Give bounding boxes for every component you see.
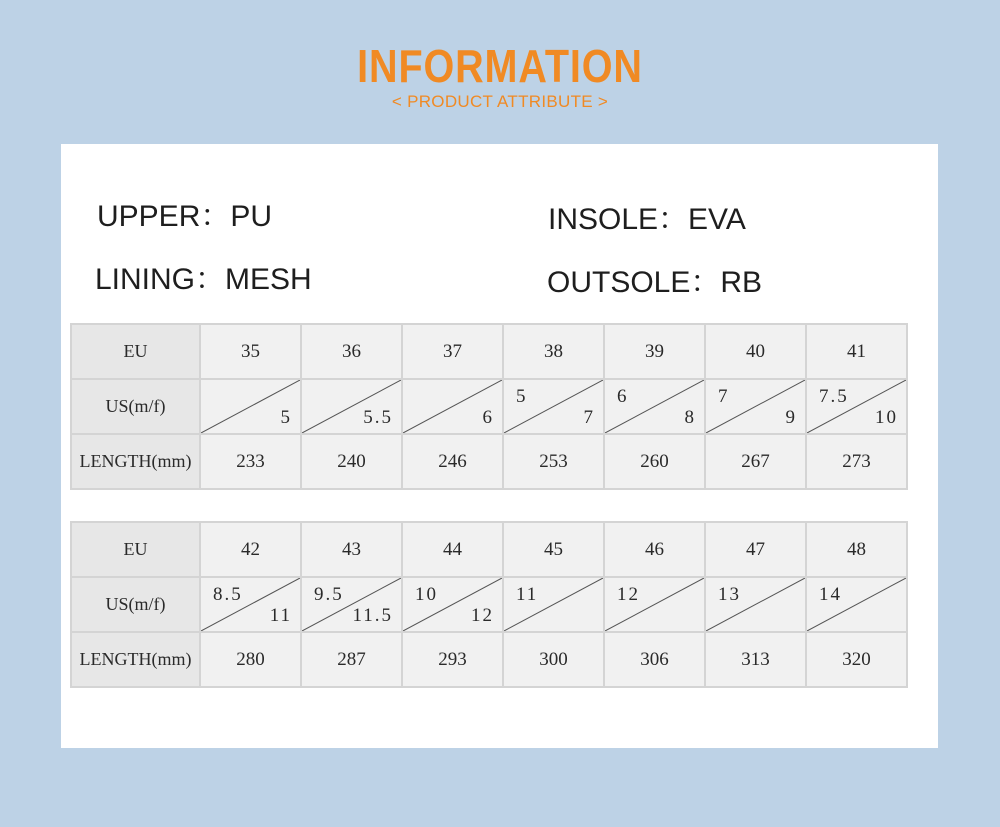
length-cell: 313	[706, 633, 805, 686]
us-row	[72, 578, 906, 631]
page-title: INFORMATION	[357, 40, 643, 92]
length-cell: 320	[807, 633, 906, 686]
us-men-size: 12	[617, 584, 640, 605]
us-women-size: 7	[583, 407, 595, 428]
us-women-size: 11.5	[352, 605, 393, 626]
us-men-size: 14	[819, 584, 842, 605]
eu-size-cell: 39	[605, 325, 704, 378]
length-cell: 260	[605, 435, 704, 488]
us-size-cell	[807, 578, 906, 631]
us-size-cell	[504, 578, 603, 631]
us-size-cell	[504, 380, 603, 433]
eu-size-cell: 44	[403, 523, 502, 576]
length-cell: 267	[706, 435, 805, 488]
length-cell: 287	[302, 633, 401, 686]
us-size-cell	[605, 380, 704, 433]
us-men-size: 6	[617, 386, 629, 407]
length-cell: 293	[403, 633, 502, 686]
us-size-cell	[201, 380, 300, 433]
eu-size-cell: 47	[706, 523, 805, 576]
row-label-length: LENGTH(mm)	[72, 633, 199, 686]
us-size-cell	[706, 380, 805, 433]
us-women-size: 8	[684, 407, 696, 428]
eu-row	[72, 523, 906, 576]
us-men-size: 11	[516, 584, 539, 605]
length-cell: 306	[605, 633, 704, 686]
length-row	[72, 633, 906, 686]
page-subtitle: < PRODUCT ATTRIBUTE >	[391, 92, 609, 111]
row-label-length: LENGTH(mm)	[72, 435, 199, 488]
eu-size-cell: 43	[302, 523, 401, 576]
row-label-eu: EU	[72, 325, 199, 378]
length-cell: 280	[201, 633, 300, 686]
eu-size-cell: 35	[201, 325, 300, 378]
us-men-size: 9.5	[314, 584, 344, 605]
upper-attribute: UPPER：PU	[97, 200, 273, 233]
eu-size-cell: 41	[807, 325, 906, 378]
us-size-cell	[201, 578, 300, 631]
eu-size-cell: 40	[706, 325, 805, 378]
us-size-cell	[706, 578, 805, 631]
eu-size-cell: 46	[605, 523, 704, 576]
length-cell: 240	[302, 435, 401, 488]
eu-size-cell: 42	[201, 523, 300, 576]
length-row	[72, 435, 906, 488]
us-men-size: 8.5	[213, 584, 243, 605]
size-table	[70, 521, 908, 688]
us-women-size: 12	[471, 605, 494, 626]
us-women-size: 5	[280, 407, 292, 428]
outsole-attribute: OUTSOLE：RB	[547, 266, 763, 299]
eu-size-cell: 48	[807, 523, 906, 576]
us-row	[72, 380, 906, 433]
us-size-cell	[403, 578, 502, 631]
row-label-eu: EU	[72, 523, 199, 576]
row-label-us: US(m/f)	[72, 578, 199, 631]
lining-attribute: LINING：MESH	[95, 263, 312, 296]
insole-attribute: INSOLE：EVA	[548, 203, 746, 236]
us-men-size: 5	[516, 386, 528, 407]
eu-size-cell: 38	[504, 325, 603, 378]
us-size-cell	[807, 380, 906, 433]
eu-size-cell: 37	[403, 325, 502, 378]
us-men-size: 7.5	[819, 386, 849, 407]
us-size-cell	[302, 380, 401, 433]
us-women-size: 10	[875, 407, 898, 428]
eu-size-cell: 36	[302, 325, 401, 378]
length-cell: 300	[504, 633, 603, 686]
size-table	[70, 323, 908, 490]
eu-row	[72, 325, 906, 378]
length-cell: 273	[807, 435, 906, 488]
us-women-size: 11	[269, 605, 292, 626]
us-women-size: 5.5	[363, 407, 393, 428]
length-cell: 253	[504, 435, 603, 488]
us-size-cell	[403, 380, 502, 433]
length-cell: 246	[403, 435, 502, 488]
us-men-size: 10	[415, 584, 438, 605]
length-cell: 233	[201, 435, 300, 488]
us-men-size: 13	[718, 584, 741, 605]
us-size-cell	[605, 578, 704, 631]
eu-size-cell: 45	[504, 523, 603, 576]
us-size-cell	[302, 578, 401, 631]
row-label-us: US(m/f)	[72, 380, 199, 433]
us-women-size: 9	[785, 407, 797, 428]
us-men-size: 7	[718, 386, 730, 407]
us-women-size: 6	[482, 407, 494, 428]
header	[0, 40, 1000, 112]
